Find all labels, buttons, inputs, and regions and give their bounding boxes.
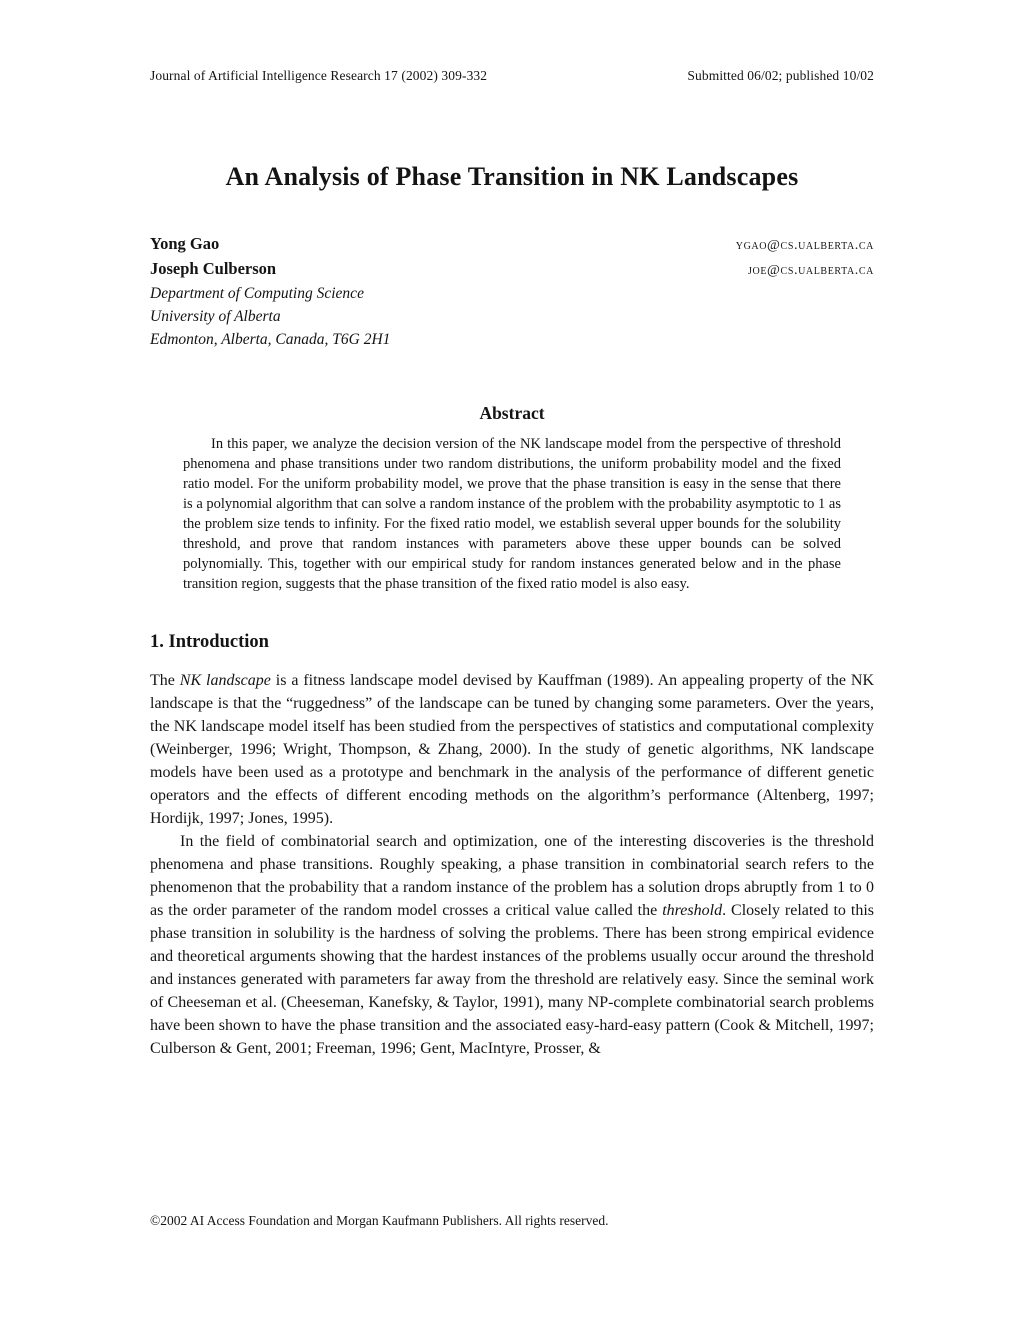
author-email: ygao@cs.ualberta.ca <box>735 238 874 253</box>
submission-dates: Submitted 06/02; published 10/02 <box>687 68 874 83</box>
paper-title: An Analysis of Phase Transition in NK Landscapes <box>225 162 799 191</box>
introduction-paragraph-2 <box>150 830 874 1060</box>
affiliation-university: University of Alberta <box>150 308 281 325</box>
author-row <box>150 257 874 282</box>
author-row <box>150 232 874 257</box>
paragraph-text: In the field of combinatorial search and optimization, one of the interesting discoveries is the threshold phenomena and phase transitions. Roughly speaking, a phase transition in combinatorial search refers to the phenomenon that the probability that a random instance of the problem has a solution drops abruptly from 1 to 0 as the order parameter of the random model crosses a critical value called the <box>150 833 874 919</box>
author-name: Yong Gao <box>150 234 220 253</box>
page-content <box>150 0 874 1060</box>
affiliation-address: Edmonton, Alberta, Canada, T6G 2H1 <box>150 331 391 348</box>
italic-term-threshold: threshold <box>662 902 723 919</box>
abstract-section <box>150 403 874 594</box>
authors-block <box>150 232 874 351</box>
introduction-paragraph-1 <box>150 669 874 830</box>
page-header <box>150 0 874 84</box>
copyright-notice: ©2002 AI Access Foundation and Morgan Kaufmann Publishers. All rights reserved. <box>150 1213 609 1228</box>
paragraph-text: . Closely related to this phase transition in solubility is the hardness of solving the problems. There has been strong empirical evidence and theoretical arguments showing that the hardest instances of the problems usually occur around the threshold and instances generated with parameters far away from the threshold are relatively easy. Since the seminal work of Cheeseman et al. (Cheeseman, Kanefsky, & Taylor, 1991), many NP-complete combinatorial search problems have been shown to have the phase transition and the associated easy-hard-easy pattern (Cook & Mitchell, 1997; Culberson & Gent, 2001; Freeman, 1996; Gent, MacIntyre, Prosser, & <box>150 902 874 1057</box>
section-heading-introduction: 1. Introduction <box>150 632 269 652</box>
abstract-heading: Abstract <box>479 403 545 423</box>
journal-reference: Journal of Artificial Intelligence Research 17 (2002) 309-332 <box>150 68 488 83</box>
author-name: Joseph Culberson <box>150 259 277 278</box>
paragraph-text: The <box>150 672 180 689</box>
affiliation-department: Department of Computing Science <box>150 285 364 302</box>
author-email: joe@cs.ualberta.ca <box>748 263 874 278</box>
italic-term-nk-landscape: NK landscape <box>179 672 271 689</box>
abstract-body: In this paper, we analyze the decision version of the NK landscape model from the perspective of threshold phenomena and phase transitions under two random distributions, the uniform probability model and the fixed ratio model. For the uniform probability model, we prove that the phase transition is easy in the sense that there is a polynomial algorithm that can solve a random instance of the problem with the probability asymptotic to 1 as the problem size tends to infinity. For the fixed ratio model, we establish several upper bounds for the solubility threshold, and prove that random instances with parameters above these upper bounds can be solved polynomially. This, together with our empirical study for random instances generated below and in the phase transition region, suggests that the phase transition of the fixed ratio model is also easy. <box>183 436 841 592</box>
paragraph-text: is a fitness landscape model devised by Kauffman (1989). An appealing property of the NK landscape is that the “ruggedness” of the landscape can be tuned by changing some parameters. Over the years, the NK landscape model itself has been studied from the perspectives of statistics and computational complexity (Weinberger, 1996; Wright, Thompson, & Zhang, 2000). In the study of genetic algorithms, NK landscape models have been used as a prototype and benchmark in the analysis of the performance of different genetic operators and the effects of different encoding methods on the algorithm’s performance (Altenberg, 1997; Hordijk, 1997; Jones, 1995). <box>150 672 874 827</box>
